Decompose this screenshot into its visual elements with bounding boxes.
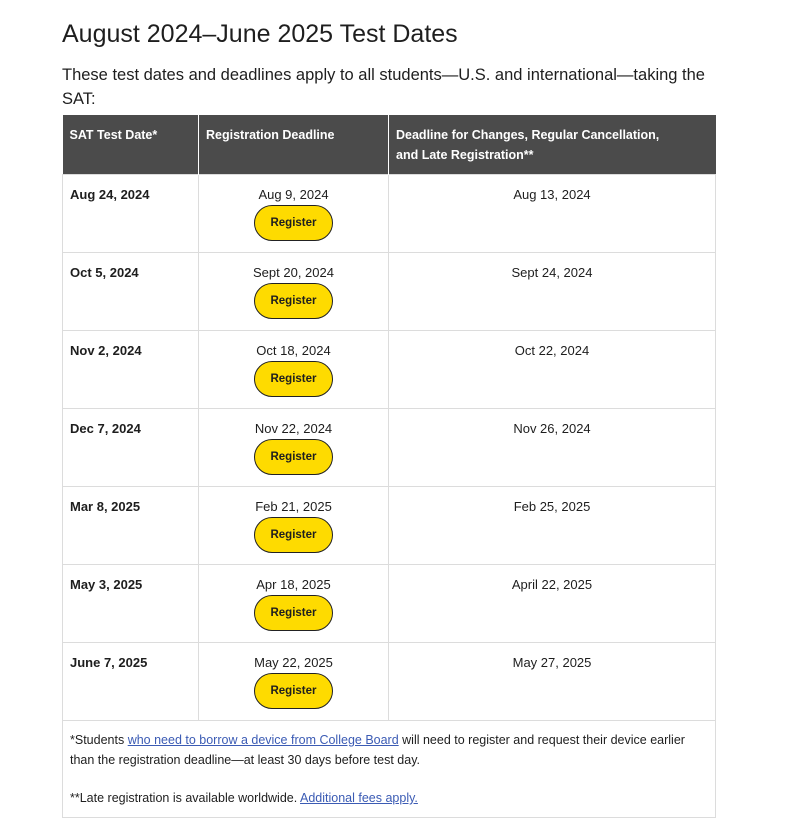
header-changes-line1: Deadline for Changes, Regular Cancellation, — [396, 128, 660, 142]
test-date-cell: Aug 24, 2024 — [63, 175, 199, 253]
registration-cell — [199, 409, 389, 487]
register-button[interactable]: Register — [254, 673, 333, 709]
changes-deadline-cell: Feb 25, 2025 — [389, 487, 716, 565]
footnote-device — [70, 730, 708, 770]
test-dates-table — [62, 115, 716, 818]
table-row — [63, 409, 716, 487]
registration-deadline: Sept 20, 2024 — [253, 265, 334, 280]
table-header-row — [63, 115, 716, 175]
register-button[interactable]: Register — [254, 595, 333, 631]
registration-deadline: May 22, 2025 — [254, 655, 333, 670]
footnote-late-registration — [70, 788, 708, 808]
register-button[interactable]: Register — [254, 283, 333, 319]
test-date-cell: Nov 2, 2024 — [63, 331, 199, 409]
registration-cell — [199, 331, 389, 409]
changes-deadline-cell: Nov 26, 2024 — [389, 409, 716, 487]
registration-cell — [199, 175, 389, 253]
table-row — [63, 253, 716, 331]
test-date-cell: Dec 7, 2024 — [63, 409, 199, 487]
test-date-cell: June 7, 2025 — [63, 643, 199, 721]
footnote-device-prefix: *Students — [70, 733, 128, 747]
changes-deadline-cell: Sept 24, 2024 — [389, 253, 716, 331]
table-footnotes — [63, 721, 716, 818]
changes-deadline-cell: Aug 13, 2024 — [389, 175, 716, 253]
changes-deadline-cell: Oct 22, 2024 — [389, 331, 716, 409]
header-changes-deadline — [389, 115, 716, 175]
registration-cell — [199, 253, 389, 331]
footnote-device-suffix: will need to register and request their device earlier than the registration deadline—at least 30 days before test day. — [70, 733, 685, 767]
intro-text: These test dates and deadlines apply to all students—U.S. and international—taking the SAT: — [62, 66, 705, 108]
header-registration-deadline: Registration Deadline — [199, 115, 389, 175]
notes-row — [63, 721, 716, 818]
register-button[interactable]: Register — [254, 361, 333, 397]
test-date-cell: May 3, 2025 — [63, 565, 199, 643]
registration-deadline: Aug 9, 2024 — [258, 187, 329, 202]
register-button[interactable]: Register — [254, 205, 333, 241]
test-date-cell: Oct 5, 2024 — [63, 253, 199, 331]
registration-deadline: Apr 18, 2025 — [256, 577, 331, 592]
header-test-date: SAT Test Date* — [63, 115, 199, 175]
registration-cell — [199, 643, 389, 721]
borrow-device-link[interactable]: who need to borrow a device from College Board — [127, 733, 399, 747]
register-button[interactable]: Register — [254, 517, 333, 553]
table-row — [63, 565, 716, 643]
footnote-late-prefix: **Late registration is available worldwide. — [70, 791, 300, 805]
registration-cell — [199, 565, 389, 643]
registration-cell — [199, 487, 389, 565]
table-row — [63, 643, 716, 721]
additional-fees-link[interactable]: Additional fees apply. — [300, 791, 418, 805]
table-row — [63, 175, 716, 253]
registration-deadline: Nov 22, 2024 — [254, 421, 333, 436]
registration-deadline: Feb 21, 2025 — [255, 499, 332, 514]
table-row — [63, 487, 716, 565]
registration-deadline: Oct 18, 2024 — [256, 343, 331, 358]
changes-deadline-cell: May 27, 2025 — [389, 643, 716, 721]
header-changes-line2: and Late Registration** — [396, 148, 534, 162]
register-button[interactable]: Register — [254, 439, 333, 475]
test-date-cell: Mar 8, 2025 — [63, 487, 199, 565]
changes-deadline-cell: April 22, 2025 — [389, 565, 716, 643]
table-row — [63, 331, 716, 409]
page-title: August 2024–June 2025 Test Dates — [62, 20, 458, 48]
